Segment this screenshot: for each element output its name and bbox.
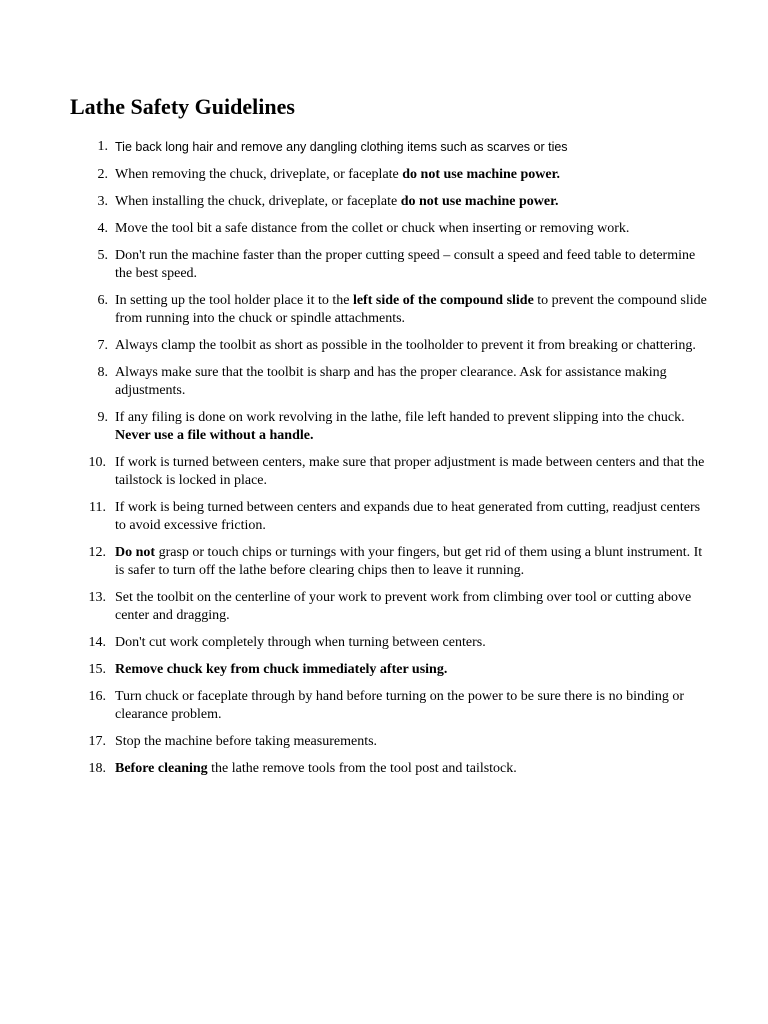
item-number: 7.: [97, 338, 108, 353]
guideline-item: [82, 589, 714, 625]
guideline-item: [82, 760, 714, 778]
item-text: [115, 734, 377, 749]
item-text: [115, 248, 695, 281]
item-number: 11.: [89, 500, 106, 515]
item-number: 5.: [97, 248, 108, 263]
guideline-item: [82, 292, 714, 328]
item-text-regular: Always clamp the toolbit as short as possible in the toolholder to prevent it from breaking or chattering.: [115, 338, 696, 353]
guideline-item: [82, 166, 714, 184]
item-text-regular: Turn chuck or faceplate through by hand before turning on the power to be sure there is no binding or clearance problem.: [115, 689, 685, 722]
item-text-regular-after: the lathe remove tools from the tool post and tailstock.: [207, 761, 517, 776]
item-text-regular: Don't cut work completely through when turning between centers.: [115, 635, 486, 650]
item-text-bold: do not use machine power.: [400, 194, 559, 209]
item-text: [115, 500, 700, 533]
item-text-regular: When removing the chuck, driveplate, or faceplate: [115, 167, 403, 182]
item-text-regular: If work is being turned between centers and expands due to heat generated from cutting, readjust centers to avoid excessive friction.: [115, 500, 701, 533]
item-text-bold: Never use a file without a handle.: [115, 428, 314, 443]
item-text-regular: When installing the chuck, driveplate, or faceplate: [115, 194, 401, 209]
item-number: 2.: [97, 167, 108, 182]
item-text: [115, 455, 704, 488]
guideline-item: [82, 193, 714, 211]
item-text: [115, 590, 691, 623]
item-number: 10.: [88, 455, 106, 470]
item-text: [115, 662, 447, 677]
guideline-item: [82, 661, 714, 679]
item-number: 14.: [88, 635, 106, 650]
guideline-item: [82, 634, 714, 652]
item-number: 17.: [88, 734, 106, 749]
item-text: [115, 221, 629, 236]
item-text-regular: In setting up the tool holder place it to the: [115, 293, 353, 308]
item-number: 15.: [88, 662, 106, 677]
item-number: 12.: [88, 545, 106, 560]
item-text: [115, 635, 486, 650]
item-text: [115, 689, 684, 722]
guideline-item: [82, 220, 714, 238]
item-text-regular-after: grasp or touch chips or turnings with your fingers, but get rid of them using a blunt instrument. It is safer to turn off the lathe before clearing chips then to leave it running.: [115, 545, 703, 578]
item-text-regular-after: to prevent the compound slide from running into the chuck or spindle attachments.: [115, 293, 707, 326]
guideline-item: [82, 499, 714, 535]
item-text-regular: Move the tool bit a safe distance from the collet or chuck when inserting or removing work.: [115, 221, 630, 236]
guideline-item: [82, 138, 714, 157]
item-number: 16.: [88, 689, 106, 704]
guideline-item: [82, 454, 714, 490]
item-number: 4.: [97, 221, 108, 236]
item-text: [115, 167, 560, 182]
item-text-bold: Before cleaning: [115, 761, 208, 776]
item-number: 6.: [97, 293, 108, 308]
item-number: 13.: [88, 590, 106, 605]
guideline-item: [82, 247, 714, 283]
item-number: 9.: [97, 410, 108, 425]
item-text: [115, 365, 667, 398]
item-text: [115, 293, 707, 326]
item-number: 8.: [97, 365, 108, 380]
item-text-regular: If work is turned between centers, make sure that proper adjustment is made between centers and that the tailstock is locked in place.: [115, 455, 705, 488]
item-text: [115, 338, 696, 353]
item-text-bold: Remove chuck key from chuck immediately after using.: [115, 662, 448, 677]
item-text: [115, 410, 685, 443]
item-text: [115, 761, 517, 776]
item-number: 1.: [97, 139, 108, 154]
item-text-bold: do not use machine power.: [402, 167, 561, 182]
item-number: 3.: [97, 194, 108, 209]
item-text-regular: Don't run the machine faster than the proper cutting speed – consult a speed and feed table to determine the best speed.: [115, 248, 696, 281]
item-text-regular: Tie back long hair and remove any dangling clothing items such as scarves or ties: [115, 140, 568, 154]
item-text: [115, 140, 568, 154]
guideline-item: [82, 688, 714, 724]
guideline-item: [82, 409, 714, 445]
item-number: 18.: [88, 761, 106, 776]
page-title: Lathe Safety Guidelines: [70, 94, 295, 119]
item-text: [115, 545, 702, 578]
item-text-regular: Always make sure that the toolbit is sharp and has the proper clearance. Ask for assistance making adjustments.: [115, 365, 667, 398]
guideline-item: [82, 733, 714, 751]
guideline-list: [82, 138, 714, 787]
item-text-regular: Stop the machine before taking measurements.: [115, 734, 378, 749]
guideline-item: [82, 544, 714, 580]
item-text-regular: Set the toolbit on the centerline of your work to prevent work from climbing over tool or cutting above center and dragging.: [115, 590, 692, 623]
item-text: [115, 194, 559, 209]
guideline-item: [82, 337, 714, 355]
item-text-regular: If any filing is done on work revolving in the lathe, file left handed to prevent slipping into the chuck.: [115, 410, 685, 425]
guideline-item: [82, 364, 714, 400]
item-text-bold: Do not: [115, 545, 156, 560]
item-text-bold: left side of the compound slide: [352, 293, 534, 308]
